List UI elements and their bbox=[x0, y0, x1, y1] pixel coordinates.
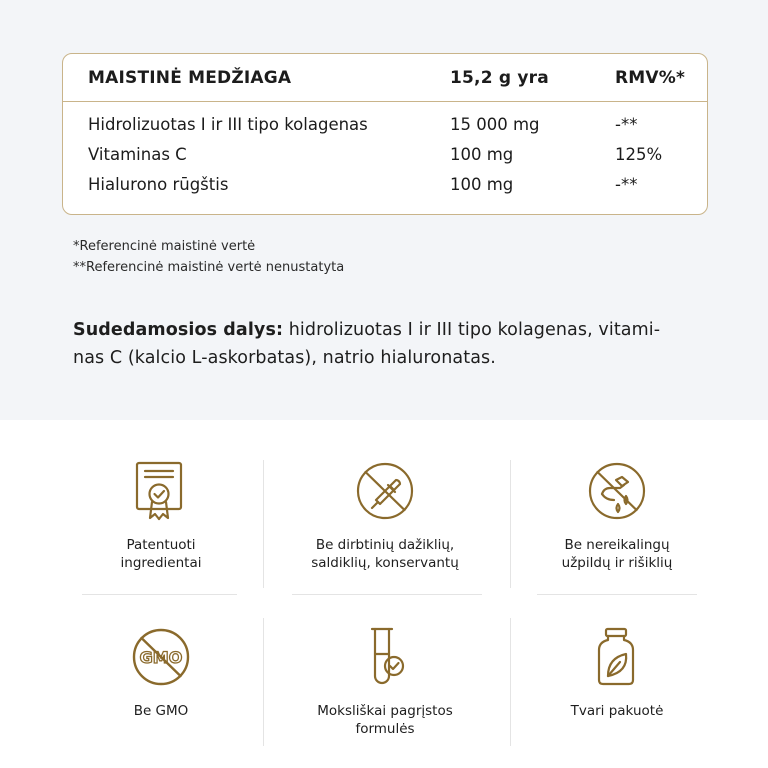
table-row bbox=[63, 172, 707, 202]
certificate-icon bbox=[128, 458, 194, 524]
divider bbox=[292, 594, 482, 595]
feature-label: saldiklių, konservantų bbox=[311, 555, 459, 571]
ingredients-line-1: hidrolizuotas I ir III tipo kolagenas, vitami- bbox=[283, 320, 661, 340]
ingredients-text bbox=[73, 316, 713, 372]
nutrient-name: Vitaminas C bbox=[88, 145, 187, 164]
no-gmo-icon bbox=[128, 624, 194, 690]
nutrient-amount: 100 mg bbox=[450, 145, 514, 164]
nutrient-amount: 15 000 mg bbox=[450, 115, 540, 134]
divider bbox=[510, 618, 511, 746]
header-nutrient: MAISTINĖ MEDŽIAGA bbox=[88, 68, 292, 88]
nutrient-rmv: 125% bbox=[615, 145, 663, 164]
no-dropper-icon bbox=[352, 458, 418, 524]
divider bbox=[510, 460, 511, 588]
feature-no-fillers bbox=[522, 458, 712, 572]
feature-no-gmo bbox=[66, 624, 256, 720]
header-amount: 15,2 g yra bbox=[450, 68, 549, 88]
nutrient-amount: 100 mg bbox=[450, 175, 514, 194]
footnote: **Referencinė maistinė vertė nenustatyta bbox=[73, 260, 345, 275]
feature-label: formulės bbox=[355, 721, 415, 737]
features-grid bbox=[0, 420, 768, 768]
svg-text:GMO: GMO bbox=[139, 648, 183, 667]
feature-no-additives bbox=[290, 458, 480, 572]
table-row bbox=[63, 112, 707, 142]
divider bbox=[263, 618, 264, 746]
nutrient-name: Hialurono rūgštis bbox=[88, 175, 229, 194]
feature-label: Be dirbtinių dažiklių, bbox=[315, 537, 455, 553]
feature-label: Be nereikalingų bbox=[564, 537, 670, 553]
nutrient-rmv: -** bbox=[615, 175, 638, 194]
feature-label: užpildų ir rišiklių bbox=[561, 555, 673, 571]
nutrition-table bbox=[62, 53, 708, 215]
divider bbox=[537, 594, 697, 595]
nutrient-name: Hidrolizuotas I ir III tipo kolagenas bbox=[88, 115, 368, 134]
feature-sustainable bbox=[522, 624, 712, 720]
divider bbox=[82, 594, 237, 595]
table-row bbox=[63, 142, 707, 172]
test-tube-icon bbox=[352, 624, 418, 690]
feature-label: ingredientai bbox=[120, 555, 202, 571]
ingredients-line-2: nas C (kalcio L-askorbatas), natrio hialuronatas. bbox=[73, 348, 496, 368]
footnote: *Referencinė maistinė vertė bbox=[73, 239, 256, 254]
ingredients-label: Sudedamosios dalys: bbox=[73, 320, 284, 340]
footnotes bbox=[73, 236, 344, 278]
divider bbox=[263, 460, 264, 588]
nutrition-table-header bbox=[63, 54, 707, 102]
feature-label: Patentuoti bbox=[126, 537, 196, 553]
feature-label: Tvari pakuotė bbox=[570, 703, 664, 719]
eco-jar-icon bbox=[584, 624, 650, 690]
feature-label: Be GMO bbox=[133, 703, 189, 719]
feature-science bbox=[290, 624, 480, 738]
no-fillers-icon bbox=[584, 458, 650, 524]
header-rmv: RMV%* bbox=[615, 68, 686, 88]
nutrient-rmv: -** bbox=[615, 115, 638, 134]
feature-patented bbox=[66, 458, 256, 572]
feature-label: Moksliškai pagrįstos bbox=[317, 703, 453, 719]
